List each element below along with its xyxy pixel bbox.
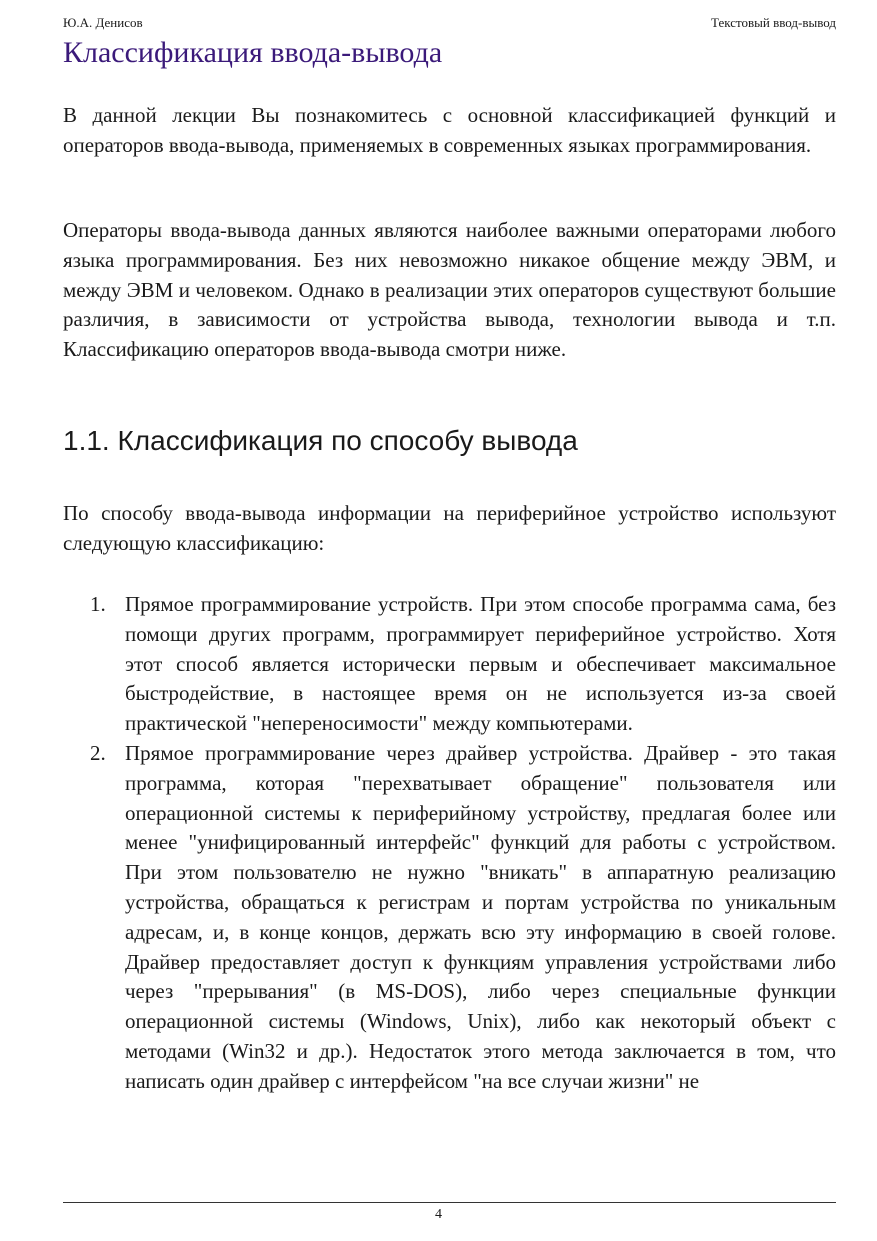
classification-list <box>63 590 836 1097</box>
chapter-title: Классификация ввода-вывода <box>63 36 443 69</box>
running-header <box>63 15 836 31</box>
intro-paragraph-2: Операторы ввода-вывода данных являются наиболее важными операторами любого языка программирования. Без них невозможно никакое общение между ЭВМ, и между ЭВМ и человеком. Однако в реализации этих операторов существуют большие различия, в зависимости от устройства вывода, технологии вывода и т.п. Классификацию операторов ввода-вывода смотри ниже. <box>63 218 836 362</box>
section-heading: 1.1. Классификация по способу вывода <box>63 425 578 456</box>
page-number: 4 <box>435 1207 442 1222</box>
list-item-text: Прямое программирование устройств. При этом способе программа сама, без помощи других программ, программирует периферийное устройство. Хотя этот способ является исторически первым и обеспечивает максимальное быстродействие, в настоящее время он не используется из-за своей практической "непереносимости" между компьютерами. <box>125 592 836 736</box>
list-item <box>63 590 836 739</box>
header-author: Ю.А. Денисов <box>63 15 143 30</box>
section-intro-paragraph: По способу ввода-вывода информации на периферийное устройство используют следующую классификацию: <box>63 501 836 555</box>
list-item-text: Прямое программирование через драйвер устройства. Драйвер - это такая программа, которая "перехватывает обращение" пользователя или операционной системы к периферийному устройству, предлагая более или менее "унифицированный интерфейс" функций для работы с устройством. При этом пользователю не нужно "вникать" в аппаратную реализацию устройства, обращаться к регистрам и портам устройства по уникальным адресам, и, в конце концов, держать всю эту информацию в своей голове. Драйвер предоставляет доступ к функциям управления устройствами либо через "прерывания" (в MS-DOS), либо через специальные функции операционной системы (Windows, Unix), либо как некоторый объект с методами (Win32 и др.). Недостаток этого метода заключается в том, что написать один драйвер с интерфейсом "на все случаи жизни" не <box>125 740 836 1093</box>
header-doc-title: Текстовый ввод-вывод <box>711 15 836 30</box>
list-item <box>63 739 836 1097</box>
intro-paragraph-1: В данной лекции Вы познакомитесь с основной классификацией функций и операторов ввода-вывода, применяемых в современных языках программирования. <box>63 103 836 157</box>
footer-divider <box>63 1202 836 1203</box>
list-item-number: 2. <box>90 740 106 765</box>
list-item-number: 1. <box>90 592 106 616</box>
